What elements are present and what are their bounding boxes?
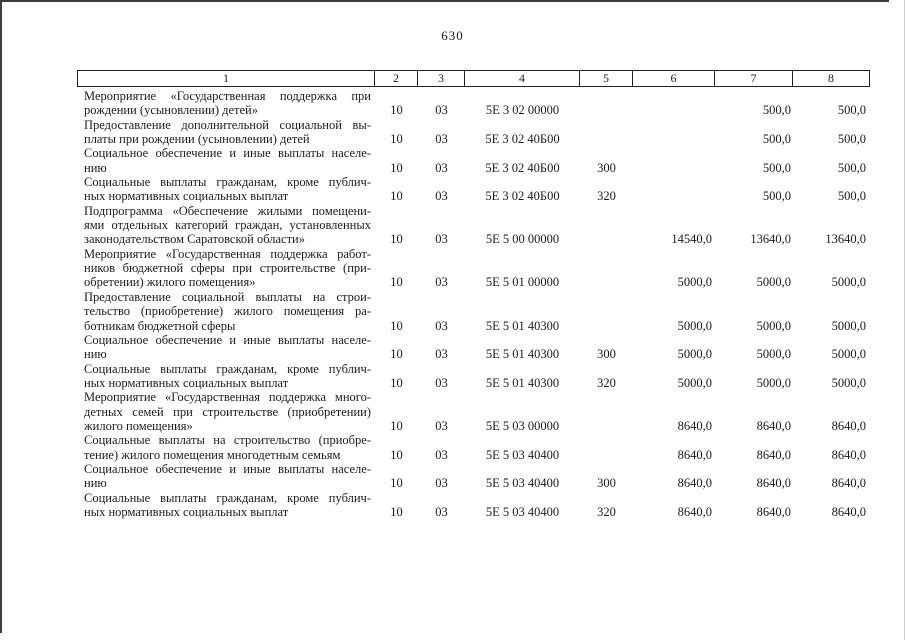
scan-edge-top	[0, 0, 889, 2]
name-line: Социальные выплаты гражданам, кроме публич-	[84, 490, 371, 505]
name-cell	[77, 118, 375, 147]
name-cell	[77, 89, 375, 118]
amount-plan-cell: 5000,0	[756, 375, 791, 390]
table-row	[77, 247, 870, 290]
amount-plan2-cell: 8640,0	[831, 504, 866, 519]
pr-cell: 03	[435, 476, 448, 491]
name-cell	[77, 390, 375, 433]
amount-plan2-cell: 5000,0	[831, 275, 866, 290]
rz-cell: 10	[390, 347, 403, 362]
header-cell-2: 2	[375, 71, 418, 86]
csr-cell: 5Е 3 02 40Б00	[485, 132, 560, 147]
name-line: тельство (приобретение) жилого помещения ра-	[84, 304, 371, 319]
pr-cell: 03	[435, 132, 448, 147]
rz-cell: 10	[390, 160, 403, 175]
rz-cell: 10	[390, 132, 403, 147]
name-cell	[77, 290, 375, 333]
name-cell	[77, 146, 375, 175]
name-line: ников бюджетной сферы при строительстве (при-	[84, 261, 371, 276]
table-row	[77, 175, 870, 204]
name-cell	[77, 462, 375, 491]
name-line: ных нормативных социальных выплат	[84, 504, 289, 519]
pr-cell: 03	[435, 375, 448, 390]
name-line: обретении) жилого помещения»	[84, 275, 256, 290]
header-cell-8: 8	[828, 71, 834, 85]
amount-plan2-cell: 5000,0	[831, 347, 866, 362]
csr-cell: 5Е 5 01 40300	[485, 318, 560, 333]
name-line: нию	[84, 476, 107, 491]
amount-plan2-cell: 8640,0	[831, 447, 866, 462]
name-cell	[77, 333, 375, 362]
table-header-row	[77, 70, 870, 87]
amount-plan2-cell: 500,0	[837, 160, 866, 175]
pr-cell: 03	[435, 504, 448, 519]
pr-cell: 03	[435, 189, 448, 204]
csr-cell: 5Е 5 00 00000	[485, 232, 560, 247]
name-line: Мероприятие «Государственная поддержка работ-	[84, 246, 371, 261]
table-row	[77, 491, 870, 520]
pr-cell: 03	[435, 447, 448, 462]
csr-cell: 5Е 5 03 40400	[485, 447, 560, 462]
amount-2019-cell: 8640,0	[677, 418, 712, 433]
amount-2019-cell: 8640,0	[677, 476, 712, 491]
name-cell	[77, 247, 375, 290]
csr-cell: 5Е 5 03 40400	[485, 504, 560, 519]
amount-2019-cell: 5000,0	[677, 275, 712, 290]
amount-plan2-cell: 8640,0	[831, 476, 866, 491]
csr-cell: 5Е 3 02 40Б00	[485, 189, 560, 204]
amount-plan2-cell: 500,0	[837, 132, 866, 147]
csr-cell: 5Е 3 02 00000	[485, 103, 560, 118]
header-cell-3: 3	[418, 71, 465, 86]
name-line: Социальное обеспечение и иные выплаты населе-	[84, 146, 371, 161]
name-line: платы при рождении (усыновлении) детей	[84, 132, 310, 147]
csr-cell: 5Е 5 01 40300	[485, 347, 560, 362]
header-cell-4: 4	[465, 71, 580, 86]
amount-plan-cell: 5000,0	[756, 318, 791, 333]
amount-plan-cell: 500,0	[762, 132, 791, 147]
budget-table	[77, 70, 870, 519]
table-row	[77, 433, 870, 462]
rz-cell: 10	[390, 504, 403, 519]
amount-plan2-cell: 5000,0	[831, 318, 866, 333]
csr-cell: 5Е 5 03 00000	[485, 418, 560, 433]
name-line: Предоставление социальной выплаты на строи-	[84, 289, 371, 304]
header-cell-7: 7	[715, 71, 793, 86]
vr-cell: 320	[597, 504, 616, 519]
amount-2019-cell: 5000,0	[677, 375, 712, 390]
header-cell-1: 1	[78, 71, 375, 86]
name-line: Социальные выплаты гражданам, кроме публич-	[84, 175, 371, 190]
table-row	[77, 290, 870, 333]
vr-cell: 300	[597, 160, 616, 175]
csr-cell: 5Е 5 01 40300	[485, 375, 560, 390]
name-line: нию	[84, 347, 107, 362]
amount-plan-cell: 5000,0	[756, 347, 791, 362]
name-cell	[77, 204, 375, 247]
rz-cell: 10	[390, 232, 403, 247]
rz-cell: 10	[390, 476, 403, 491]
amount-plan-cell: 8640,0	[756, 504, 791, 519]
amount-plan-cell: 500,0	[762, 103, 791, 118]
table-row	[77, 118, 870, 147]
table-row	[77, 89, 870, 118]
amount-plan-cell: 13640,0	[750, 232, 791, 247]
vr-cell: 300	[597, 476, 616, 491]
table-row	[77, 462, 870, 491]
rz-cell: 10	[390, 103, 403, 118]
name-line: рождении (усыновлении) детей»	[84, 103, 258, 118]
name-line: Мероприятие «Государственная поддержка при	[84, 89, 371, 103]
table-row	[77, 146, 870, 175]
scan-edge-left	[0, 0, 2, 633]
amount-plan-cell: 5000,0	[756, 275, 791, 290]
name-line: жилого помещения»	[84, 418, 193, 433]
csr-cell: 5Е 3 02 40Б00	[485, 160, 560, 175]
pr-cell: 03	[435, 318, 448, 333]
amount-plan2-cell: 5000,0	[831, 375, 866, 390]
rz-cell: 10	[390, 318, 403, 333]
name-cell	[77, 362, 375, 391]
name-line: Социальные выплаты гражданам, кроме публич-	[84, 361, 371, 376]
table-row	[77, 333, 870, 362]
amount-2019-cell: 5000,0	[677, 347, 712, 362]
amount-2019-cell: 14540,0	[671, 232, 712, 247]
pr-cell: 03	[435, 103, 448, 118]
amount-plan-cell: 8640,0	[756, 418, 791, 433]
amount-2019-cell: 5000,0	[677, 318, 712, 333]
table-body	[77, 89, 870, 519]
pr-cell: 03	[435, 160, 448, 175]
rz-cell: 10	[390, 418, 403, 433]
name-line: нию	[84, 160, 107, 175]
amount-plan2-cell: 500,0	[837, 189, 866, 204]
name-line: ботникам бюджетной сферы	[84, 318, 236, 333]
pr-cell: 03	[435, 418, 448, 433]
vr-cell: 320	[597, 189, 616, 204]
pr-cell: 03	[435, 232, 448, 247]
pr-cell: 03	[435, 347, 448, 362]
table-row	[77, 362, 870, 391]
amount-plan-cell: 8640,0	[756, 476, 791, 491]
header-cell-5: 5	[580, 71, 633, 86]
rz-cell: 10	[390, 189, 403, 204]
name-line: Предоставление дополнительной социальной вы-	[84, 117, 371, 132]
amount-plan2-cell: 8640,0	[831, 418, 866, 433]
name-cell	[77, 175, 375, 204]
rz-cell: 10	[390, 447, 403, 462]
amount-plan2-cell: 13640,0	[825, 232, 866, 247]
pr-cell: 03	[435, 275, 448, 290]
amount-2019-cell: 8640,0	[677, 504, 712, 519]
csr-cell: 5Е 5 01 00000	[485, 275, 560, 290]
header-cell-6: 6	[633, 71, 715, 86]
name-line: законодательством Саратовской области»	[84, 232, 305, 247]
name-line: Социальное обеспечение и иные выплаты населе-	[84, 332, 371, 347]
name-line: Мероприятие «Государственная поддержка много-	[84, 390, 371, 405]
amount-plan-cell: 500,0	[762, 189, 791, 204]
amount-2019-cell: 8640,0	[677, 447, 712, 462]
vr-cell: 320	[597, 375, 616, 390]
vr-cell: 300	[597, 347, 616, 362]
name-line: тение) жилого помещения многодетным семьям	[84, 447, 341, 462]
name-line: Социальное обеспечение и иные выплаты населе-	[84, 461, 371, 476]
name-line: Подпрограмма «Обеспечение жилыми помещени-	[84, 203, 371, 218]
name-line: ных нормативных социальных выплат	[84, 375, 289, 390]
rz-cell: 10	[390, 275, 403, 290]
name-cell	[77, 491, 375, 520]
table-row	[77, 204, 870, 247]
csr-cell: 5Е 5 03 40400	[485, 476, 560, 491]
name-line: ями отдельных категорий граждан, установленных	[84, 218, 371, 233]
rz-cell: 10	[390, 375, 403, 390]
amount-plan2-cell: 500,0	[837, 103, 866, 118]
name-line: Социальные выплаты на строительство (приобре-	[84, 433, 371, 448]
name-line: ных нормативных социальных выплат	[84, 189, 289, 204]
name-line: детных семей при строительстве (приобретении)	[84, 404, 371, 419]
name-cell	[77, 433, 375, 462]
page-number: 630	[441, 28, 464, 43]
table-row	[77, 390, 870, 433]
amount-plan-cell: 500,0	[762, 160, 791, 175]
amount-plan-cell: 8640,0	[756, 447, 791, 462]
